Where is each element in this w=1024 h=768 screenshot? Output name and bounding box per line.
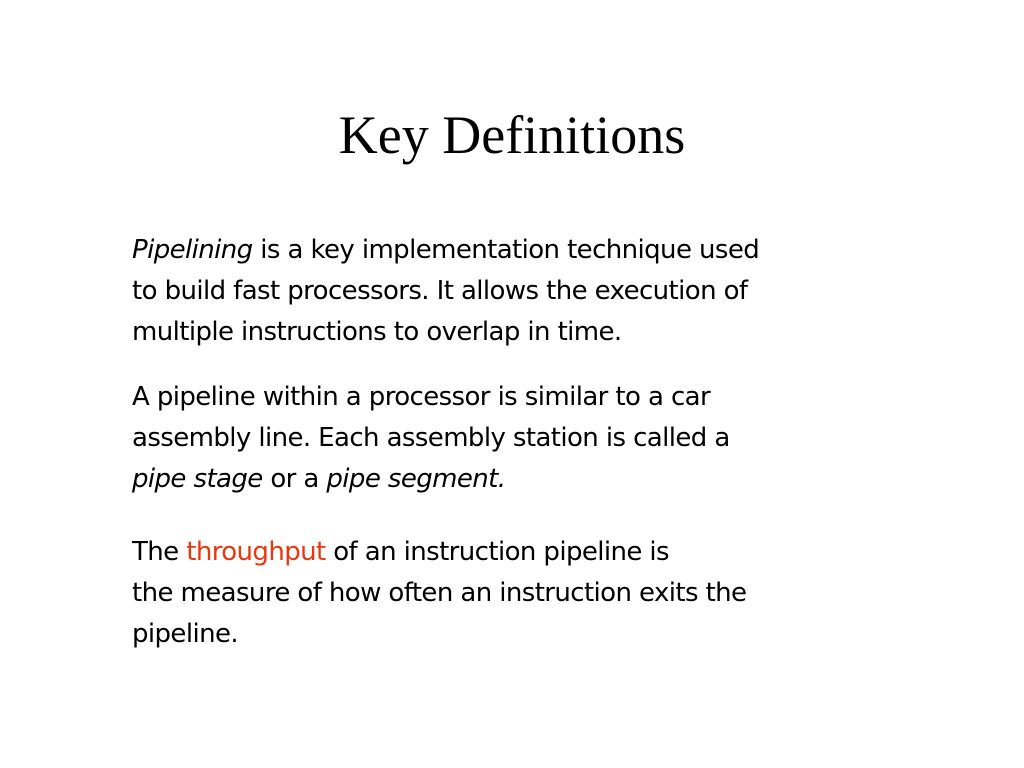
pipe-segment-term: pipe segment. xyxy=(326,464,506,494)
pipelining-definition xyxy=(132,230,902,353)
pipelining-term: Pipelining xyxy=(132,235,253,265)
throughput-line-3: pipeline. xyxy=(132,619,239,649)
throughput-line-1-text: of an instruction pipeline is xyxy=(325,537,670,567)
throughput-line-1 xyxy=(132,532,902,573)
throughput-line-2: the measure of how often an instruction exits the xyxy=(132,578,747,608)
pipe-stage-term: pipe stage xyxy=(132,464,263,494)
slide-title: Key Definitions xyxy=(338,105,686,165)
pipelining-line-3: multiple instructions to overlap in time. xyxy=(132,317,622,347)
pipeline-analogy xyxy=(132,377,902,500)
pipelining-line-1-text: is a key implementation technique used xyxy=(252,235,760,265)
analogy-line-2: assembly line. Each assembly station is called a xyxy=(132,423,730,453)
analogy-line-1: A pipeline within a processor is similar to a car xyxy=(132,382,711,412)
pipelining-line-2: to build fast processors. It allows the execution of xyxy=(132,276,748,306)
throughput-term: throughput xyxy=(186,537,326,567)
analogy-connector: or a xyxy=(262,464,327,494)
analogy-line-3 xyxy=(132,459,902,500)
throughput-definition xyxy=(132,532,902,655)
throughput-lead: The xyxy=(132,537,187,567)
pipelining-line-1 xyxy=(132,230,902,271)
